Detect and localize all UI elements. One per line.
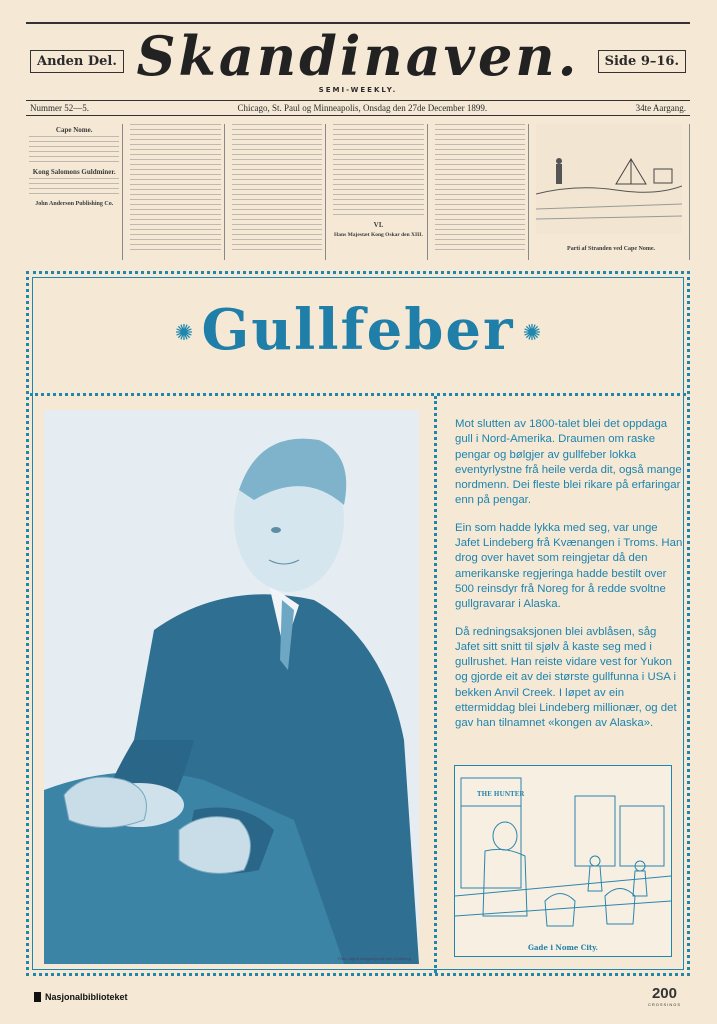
- issue-number: Nummer 52—5.: [30, 103, 89, 113]
- library-mark-icon: [34, 992, 41, 1002]
- crossings-logo: [648, 985, 681, 1007]
- column-heading: Hans Majestæt Kong Oskar den XIII.: [334, 232, 423, 238]
- news-column: [26, 124, 123, 260]
- text-lines: [29, 136, 119, 166]
- dateline-bar: [26, 100, 690, 116]
- column-heading: Cape Nome.: [55, 126, 93, 134]
- right-box: Side 9–16.: [598, 50, 686, 73]
- column-divider: [434, 396, 437, 973]
- text-lines: [435, 124, 525, 254]
- street-illustration: [454, 765, 672, 957]
- dateline: Chicago, St. Paul og Minneapolis, Onsdag den 27de December 1899.: [237, 103, 488, 113]
- newspaper-title: Skandinaven.: [136, 24, 580, 88]
- man-with-gold-nuggets-icon: [44, 410, 419, 964]
- text-lines: [29, 178, 119, 198]
- beach-sketch-icon: [536, 124, 682, 234]
- paragraph: Då redningsaksjonen blei avblåsen, såg Jafet sitt snitt til sjølv å kaste seg med i gullrushet. Han reiste vidare vest for Yukon og gjorde eit av dei største gullfunna i USA i bekken Anvil Creek. I løpet av ein ettermiddag blei Lindeberg millionær, og det gav han tilnamnet «kongen av Alaska».: [455, 625, 677, 730]
- news-column: [127, 124, 224, 260]
- news-columns: [26, 124, 690, 260]
- illustration-caption: Gade i Nome City.: [528, 943, 598, 952]
- newspaper-subtitle: SEMI-WEEKLY.: [318, 86, 398, 94]
- masthead: [26, 22, 690, 122]
- column-heading: John Anderson Publishing Co.: [35, 201, 114, 207]
- news-column: [330, 124, 427, 260]
- portrait-photo: [44, 410, 419, 964]
- news-column: [229, 124, 326, 260]
- library-logo: [34, 992, 128, 1002]
- shop-sign: THE HUNTER: [477, 791, 525, 798]
- crossings-number: 200: [651, 985, 677, 1002]
- library-name: Nasjonalbiblioteket: [45, 992, 128, 1002]
- beach-sketch: [533, 124, 690, 260]
- feature-headline: Gullfeber: [201, 297, 515, 363]
- crossings-word: CROSSINGS: [647, 1002, 681, 1007]
- volume: 34te Aargang.: [635, 103, 686, 113]
- left-box: Anden Del.: [30, 50, 124, 73]
- column-heading: VI.: [373, 221, 384, 229]
- column-heading: Kong Salomons Guldminer.: [32, 168, 116, 176]
- paragraph: Ein som hadde lykka med seg, var unge Jafet Lindeberg frå Kvænangen i Troms. Han drog over havet som reingjetar då den amerikanske regjeringa hadde bestilt over 500 reinsdyr frå Noreg for å redde svoltne gullgravarar i Alaska.: [455, 521, 683, 611]
- sketch-caption: Parti af Stranden ved Cape Nome.: [567, 246, 656, 252]
- news-column: [432, 124, 529, 260]
- nome-street-icon: [455, 766, 671, 938]
- text-lines: [130, 124, 220, 254]
- photo-credit: Foto: ukjent fotograf/privat eie/ Lindeberg: [338, 956, 411, 961]
- text-lines: [232, 124, 322, 254]
- star-ornament-icon: ✺: [174, 320, 194, 345]
- feature-header: [30, 275, 686, 396]
- star-ornament-icon: ✺: [522, 320, 542, 345]
- text-lines: [333, 124, 423, 219]
- paragraph: Mot slutten av 1800-talet blei det oppdaga gull i Nord-Amerika. Draumen om raske pengar og bølgjer av gullfeber lokka eventyrlystne frå heile verda dit, også mange nordmenn. Dei fleste blei rikare på erfaringar enn på pengar.: [455, 418, 682, 507]
- feature-text: [455, 417, 683, 744]
